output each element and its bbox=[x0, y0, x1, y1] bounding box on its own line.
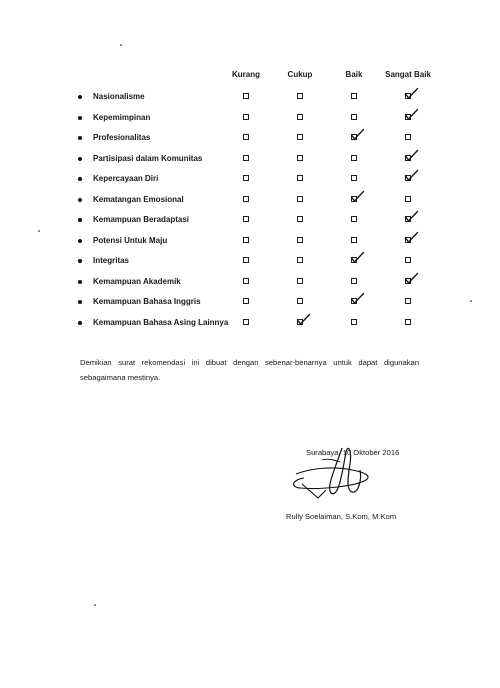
signature-image bbox=[282, 440, 392, 510]
rating-checkbox[interactable] bbox=[243, 93, 249, 99]
criteria-row bbox=[0, 235, 500, 249]
rating-checkbox[interactable] bbox=[351, 237, 357, 243]
criterion-label: Kemampuan Bahasa Asing Lainnya bbox=[93, 317, 229, 327]
rating-checkbox[interactable] bbox=[297, 216, 303, 222]
column-header: Kurang bbox=[232, 70, 260, 79]
rating-checkbox[interactable] bbox=[405, 134, 411, 140]
rating-checkbox[interactable] bbox=[297, 278, 303, 284]
rating-checkbox[interactable] bbox=[243, 196, 249, 202]
place-date: Surabaya, 10 Oktober 2016 bbox=[306, 448, 400, 457]
bullet-icon bbox=[78, 259, 82, 263]
checkmark-icon bbox=[404, 271, 420, 285]
checkmark-icon bbox=[350, 189, 366, 203]
rating-checkbox[interactable] bbox=[243, 257, 249, 263]
criteria-row bbox=[0, 112, 500, 126]
criteria-row bbox=[0, 276, 500, 290]
checkmark-icon bbox=[404, 230, 420, 244]
criteria-row bbox=[0, 153, 500, 167]
checkmark-icon bbox=[296, 312, 312, 326]
bullet-icon bbox=[78, 300, 82, 304]
rating-checkbox[interactable] bbox=[297, 114, 303, 120]
rating-checkbox[interactable] bbox=[297, 196, 303, 202]
bullet-icon bbox=[78, 198, 82, 202]
bullet-icon bbox=[78, 95, 82, 99]
rating-checkbox[interactable] bbox=[351, 155, 357, 161]
checkmark-icon bbox=[350, 127, 366, 141]
column-header: Sangat Baik bbox=[385, 70, 431, 79]
criteria-row bbox=[0, 132, 500, 146]
rating-checkbox[interactable] bbox=[351, 114, 357, 120]
criterion-label: Integritas bbox=[93, 256, 130, 265]
criteria-row bbox=[0, 194, 500, 208]
rating-checkbox[interactable] bbox=[243, 319, 249, 325]
criteria-row bbox=[0, 296, 500, 310]
rating-checkbox[interactable] bbox=[351, 278, 357, 284]
rating-checkbox[interactable] bbox=[405, 196, 411, 202]
signer-name: Rully Soelaiman, S.Kom, M.Kom bbox=[286, 512, 397, 521]
rating-checkbox[interactable] bbox=[243, 114, 249, 120]
criterion-label: Profesionalitas bbox=[93, 133, 151, 142]
bullet-icon bbox=[78, 136, 82, 140]
scan-speck bbox=[470, 300, 472, 302]
rating-checkbox[interactable] bbox=[243, 175, 249, 181]
closing-paragraph: Demikian surat rekomendasi ini dibuat dengan sebenar-benarnya untuk dapat digunakan sebagaimana mestinya. bbox=[80, 358, 419, 382]
bullet-icon bbox=[78, 157, 82, 161]
checkmark-icon bbox=[350, 291, 366, 305]
criterion-label: Kemampuan Bahasa Inggris bbox=[93, 297, 201, 306]
scan-speck bbox=[120, 44, 122, 46]
rating-checkbox[interactable] bbox=[405, 257, 411, 263]
scan-speck bbox=[94, 604, 96, 606]
criteria-row bbox=[0, 214, 500, 228]
rating-checkbox[interactable] bbox=[297, 175, 303, 181]
criterion-label: Kepercayaan Diri bbox=[93, 174, 159, 183]
bullet-icon bbox=[78, 280, 82, 284]
rating-checkbox[interactable] bbox=[405, 298, 411, 304]
rating-checkbox[interactable] bbox=[351, 319, 357, 325]
rating-checkbox[interactable] bbox=[243, 155, 249, 161]
checkmark-icon bbox=[404, 107, 420, 121]
rating-checkbox[interactable] bbox=[243, 298, 249, 304]
criterion-label: Partisipasi dalam Komunitas bbox=[93, 153, 203, 163]
criterion-label: Kemampuan Akademik bbox=[93, 276, 181, 286]
column-header: Baik bbox=[345, 70, 363, 79]
rating-checkbox[interactable] bbox=[297, 298, 303, 304]
criterion-label: Kepemimpinan bbox=[93, 112, 151, 122]
criterion-label: Kemampuan Beradaptasi bbox=[93, 215, 190, 224]
scan-speck bbox=[38, 230, 40, 232]
checkmark-icon bbox=[404, 168, 420, 182]
checkmark-icon bbox=[350, 250, 366, 264]
rating-checkbox[interactable] bbox=[351, 175, 357, 181]
rating-checkbox[interactable] bbox=[297, 155, 303, 161]
rating-checkbox[interactable] bbox=[405, 319, 411, 325]
checkmark-icon bbox=[404, 209, 420, 223]
bullet-icon bbox=[78, 116, 82, 120]
rating-checkbox[interactable] bbox=[297, 134, 303, 140]
criterion-label: Potensi Untuk Maju bbox=[93, 235, 168, 245]
rating-checkbox[interactable] bbox=[243, 134, 249, 140]
bullet-icon bbox=[78, 239, 82, 243]
criteria-row bbox=[0, 317, 500, 331]
rating-checkbox[interactable] bbox=[297, 237, 303, 243]
rating-checkbox[interactable] bbox=[243, 278, 249, 284]
rating-checkbox[interactable] bbox=[297, 93, 303, 99]
bullet-icon bbox=[78, 321, 82, 325]
rating-checkbox[interactable] bbox=[243, 237, 249, 243]
criteria-row bbox=[0, 91, 500, 105]
rating-checkbox[interactable] bbox=[351, 216, 357, 222]
bullet-icon bbox=[78, 218, 82, 222]
checkmark-icon bbox=[404, 148, 420, 162]
criterion-label: Nasionalisme bbox=[93, 92, 145, 101]
rating-checkbox[interactable] bbox=[297, 257, 303, 263]
column-header: Cukup bbox=[287, 70, 313, 79]
bullet-icon bbox=[78, 177, 82, 181]
rating-checkbox[interactable] bbox=[243, 216, 249, 222]
criteria-row bbox=[0, 173, 500, 187]
criteria-row bbox=[0, 255, 500, 269]
rating-checkbox[interactable] bbox=[351, 93, 357, 99]
checkmark-icon bbox=[404, 86, 420, 100]
criterion-label: Kematangan Emosional bbox=[93, 194, 184, 204]
